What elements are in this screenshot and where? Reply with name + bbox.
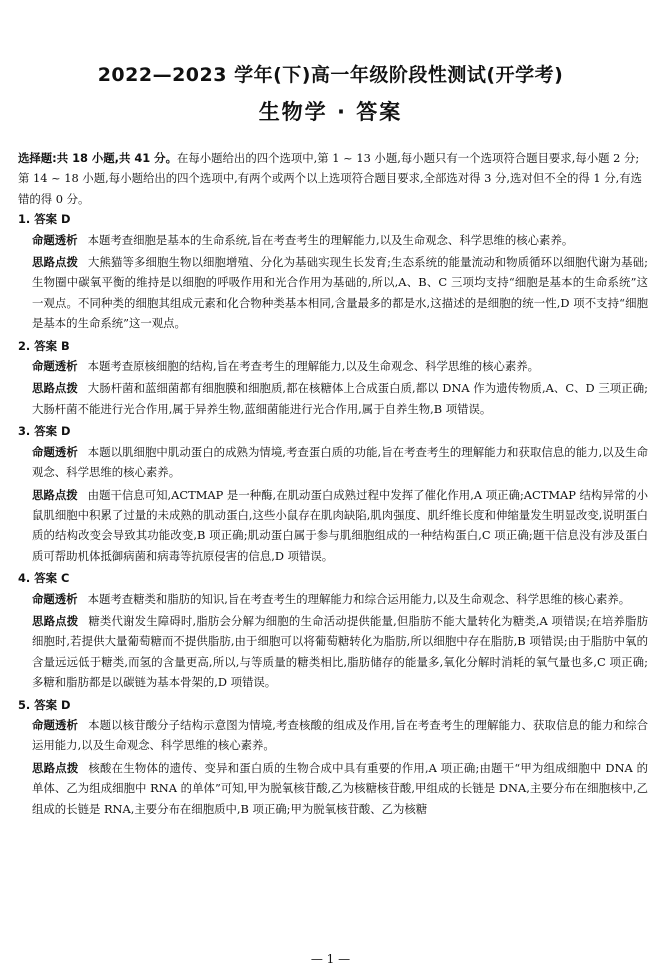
- question-block: [18, 568, 648, 692]
- intent-paragraph: [18, 442, 648, 483]
- analysis-text: 大熊猫等多细胞生物以细胞增殖、分化为基础实现生长发育;生态系统的能量流动和物质循环以细胞代谢为基础;生物圈中碳氧平衡的维持是以细胞的呼吸作用和光合作用为基础的,所以,A、B、C 三项均支持“细胞是基本的生命系统”这一观点。不同种类的细胞其组成元素和化合物种类基本相同,含量最多的都是水,这描述的是细胞的统一性,D 项不支持“细胞是基本的生命系统”这一观点。: [32, 255, 648, 331]
- analysis-label: 思路点拨: [32, 255, 79, 270]
- intent-text: 本题以核苷酸分子结构示意图为情境,考查核酸的组成及作用,旨在考查考生的理解能力、获取信息的能力和综合运用能力,以及生命观念、科学思维的核心素养。: [32, 717, 648, 753]
- intro-text: 在每小题给出的四个选项中,第 1 ~ 13 小题,每小题只有一个选项符合题目要求,每小题 2 分;第 14 ~ 18 小题,每小题给出的四个选项中,有两个或两个以上选项符合题目要求,全部选对得 3 分,选对但不全的得 1 分,有选错的得 0 分。: [18, 151, 643, 206]
- answer-line: 2. 答案 B: [18, 338, 70, 353]
- intent-paragraph: [18, 715, 648, 756]
- analysis-label: 思路点拨: [32, 381, 78, 396]
- intent-text: 本题考查细胞是基本的生命系统,旨在考查考生的理解能力,以及生命观念、科学思维的核心素养。: [87, 232, 574, 247]
- analysis-text: 核酸在生物体的遗传、变异和蛋白质的生物合成中具有重要的作用,A 项正确;由题干“甲为组成细胞中 DNA 的单体、乙为组成细胞中 RNA 的单体”可知,甲为脱氧核苷酸,乙为核糖核苷酸,甲组成的长链是 DNA,主要分布在细胞核中,乙组成的长链是 RNA,主要分布在细胞质中,B 项正确;甲为脱氧核苷酸、乙为核糖: [32, 760, 648, 816]
- question-block: [18, 336, 648, 420]
- intent-label: 命题透析: [32, 717, 79, 732]
- intent-label: 命题透析: [32, 232, 78, 247]
- intent-label: 命题透析: [32, 359, 78, 374]
- document-title: 2022—2023 学年(下)高一年级阶段性测试(开学考): [97, 64, 564, 86]
- intent-paragraph: [18, 230, 648, 250]
- intro-lead: 选择题:共 18 小题,共 41 分。: [18, 151, 177, 165]
- question-block: [18, 695, 648, 819]
- analysis-paragraph: [18, 252, 648, 334]
- analysis-label: 思路点拨: [32, 487, 78, 502]
- analysis-paragraph: [18, 378, 648, 419]
- analysis-text: 大肠杆菌和蓝细菌都有细胞膜和细胞质,都在核糖体上合成蛋白质,都以 DNA 作为遗传物质,A、C、D 三项正确;大肠杆菌不能进行光合作用,属于异养生物,蓝细菌能进行光合作用,属于自养生物,B 项错误。: [32, 381, 648, 416]
- document-body: [18, 148, 648, 821]
- analysis-label: 思路点拨: [32, 613, 79, 628]
- analysis-paragraph: [18, 611, 648, 693]
- intent-text: 本题考查糖类和脂肪的知识,旨在考查考生的理解能力和综合运用能力,以及生命观念、科学思维的核心素养。: [87, 591, 631, 606]
- answer-line: 5. 答案 D: [18, 697, 71, 712]
- intent-paragraph: [18, 356, 648, 376]
- question-block: [18, 209, 648, 333]
- question-block: [18, 421, 648, 566]
- intent-text: 本题以肌细胞中肌动蛋白的成熟为情境,考查蛋白质的功能,旨在考查考生的理解能力和获取信息的能力,以及生命观念、科学思维的核心素养。: [32, 444, 648, 480]
- intro-paragraph: [18, 148, 648, 209]
- analysis-label: 思路点拨: [32, 760, 79, 775]
- answer-line: 1. 答案 D: [18, 212, 71, 227]
- answer-line: 3. 答案 D: [18, 424, 71, 439]
- intent-paragraph: [18, 589, 648, 609]
- document-subtitle: 生物学 · 答案: [258, 100, 403, 124]
- analysis-paragraph: [18, 485, 648, 567]
- analysis-paragraph: [18, 758, 648, 819]
- answer-line: 4. 答案 C: [18, 571, 70, 586]
- analysis-text: 糖类代谢发生障碍时,脂肪会分解为细胞的生命活动提供能量,但脂肪不能大量转化为糖类,A 项错误;在培养脂肪细胞时,若提供大量葡萄糖而不提供脂肪,由于细胞可以将葡萄糖转化为脂肪,所以细胞中存在脂肪,B 项错误;由于脂肪中氧的含量远远低于糖类,而氢的含量更高,所以,与等质量的糖类相比,脂肪储存的能量多,氧化分解时消耗的氧气量也多,C 项正确;多糖和脂肪都是以碳链为基本骨架的,D 项错误。: [32, 613, 648, 690]
- intent-label: 命题透析: [32, 444, 78, 459]
- intent-label: 命题透析: [32, 591, 78, 606]
- page-number: — 1 —: [310, 952, 351, 966]
- intent-text: 本题考查原核细胞的结构,旨在考查考生的理解能力,以及生命观念、科学思维的核心素养。: [87, 359, 540, 374]
- analysis-text: 由题干信息可知,ACTMAP 是一种酶,在肌动蛋白成熟过程中发挥了催化作用,A 项正确;ACTMAP 结构异常的小鼠肌细胞中积累了过量的未成熟的肌动蛋白,这些小鼠存在肌肉缺陷,肌肉强度、肌纤维长度和伸缩量发生明显改变,说明蛋白质的结构改变会导致其功能改变,B 项正确;肌动蛋白属于参与肌细胞组成的一种结构蛋白,C 项正确;题干信息没有涉及蛋白质可帮助机体抵御病菌和病毒等抗原侵害的信息,D 项错误。: [32, 487, 648, 563]
